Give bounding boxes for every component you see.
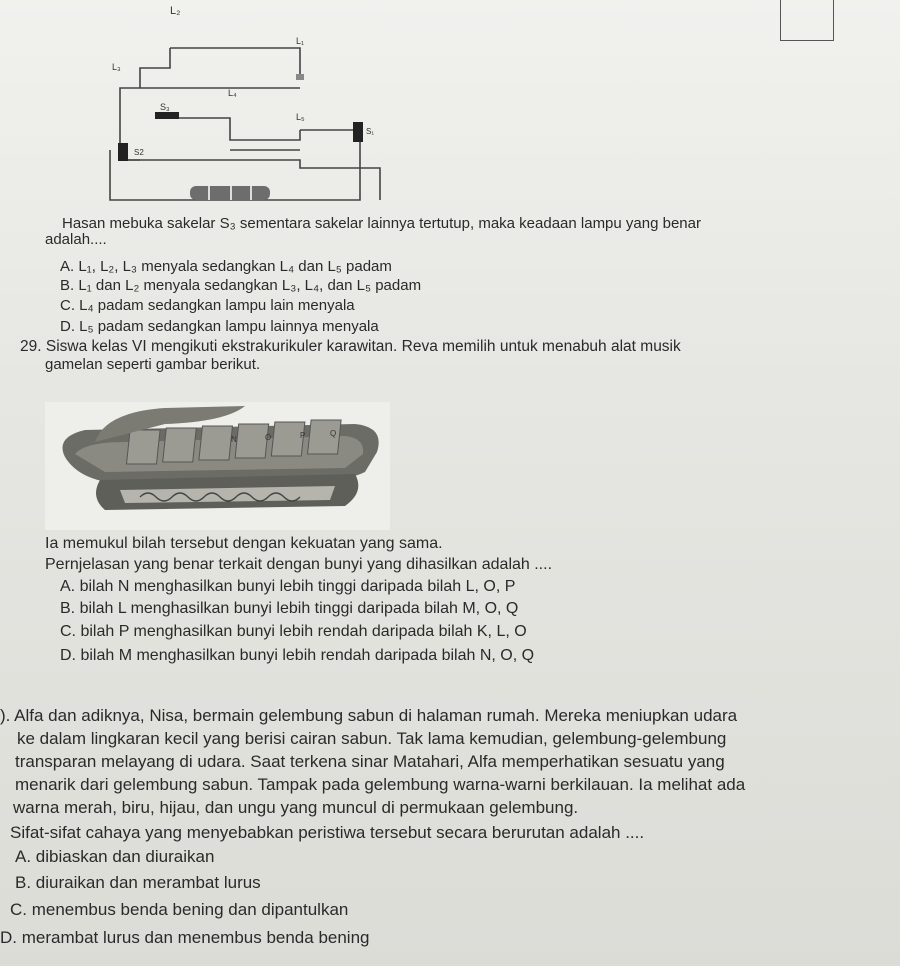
q29-option-c: C. bilah P menghasilkan bunyi lebih rendah daripada bilah K, L, O	[60, 623, 527, 640]
q28-option-b: B. L₁ dan L₂ menyala sedangkan L₃, L₄, dan L₅ padam	[60, 277, 422, 294]
q30-option-a: A. dibiaskan dan diuraikan	[15, 847, 215, 866]
q30-option-c: C. menembus benda bening dan dipantulkan	[10, 900, 349, 919]
lamp-l1-mark	[296, 74, 304, 80]
bar-label-n: N	[231, 435, 237, 444]
bar-label-o: O	[265, 433, 272, 442]
bar-label-q: Q	[330, 429, 337, 438]
q30-option-b: B. diuraikan dan merambat lurus	[15, 873, 261, 892]
q30-question: Sifat-sifat cahaya yang menyebabkan peristiwa tersebut secara berurutan adalah ....	[10, 823, 645, 842]
label-s1: S₁	[366, 127, 375, 136]
q30-option-d: D. merambat lurus dan menembus benda bening	[0, 928, 370, 947]
gamelan-saron-picture	[45, 402, 390, 530]
q29-option-d: D. bilah M menghasilkan bunyi lebih rendah daripada bilah N, O, Q	[60, 647, 535, 664]
q29-instruction: Ia memukul bilah tersebut dengan kekuatan yang sama.	[45, 535, 443, 552]
q30-stem-line4: menarik dari gelembung sabun. Tampak pada gelembung warna-warni berkilauan. Ia melihat ada	[15, 775, 746, 794]
battery	[190, 186, 270, 200]
q30-stem-line3: transparan melayang di udara. Saat terkena sinar Matahari, Alfa memperhatikan sesuatu yang	[15, 752, 725, 771]
q29-option-b: B. bilah L menghasilkan bunyi lebih tinggi daripada bilah M, O, Q	[60, 600, 519, 617]
answer-box	[780, 0, 834, 41]
q28-option-c: C. L₄ padam sedangkan lampu lain menyala	[60, 297, 355, 314]
q29-option-a: A. bilah N menghasilkan bunyi lebih tinggi daripada bilah L, O, P	[60, 578, 516, 595]
q30-stem-line1: ). Alfa dan adiknya, Nisa, bermain gelembung sabun di halaman rumah. Mereka meniupkan udara	[0, 706, 738, 725]
label-l1: L₁	[296, 36, 305, 46]
q29-stem-line2: gamelan seperti gambar berikut.	[45, 356, 261, 373]
label-l2: L₂	[170, 5, 181, 17]
q29-stem-line1: 29. Siswa kelas VI mengikuti ekstrakurikuler karawitan. Reva memilih untuk menabuh alat musik	[20, 338, 681, 355]
switch-s3	[155, 112, 179, 119]
switch-s1	[353, 122, 363, 142]
q28-stem-line1: Hasan mebuka sakelar S₃ sementara sakelar lainnya tertutup, maka keadaan lampu yang benar	[62, 215, 701, 232]
label-s3: S₃	[160, 102, 170, 112]
q28-stem-line2: adalah....	[45, 231, 107, 248]
q28-option-a: A. L₁, L₂, L₃ menyala sedangkan L₄ dan L₅ padam	[60, 258, 392, 275]
q30-stem-line2: ke dalam lingkaran kecil yang berisi cairan sabun. Tak lama kemudian, gelembung-gelembung	[17, 729, 727, 748]
circuit-diagram	[100, 0, 390, 205]
q28-option-d: D. L₅ padam sedangkan lampu lainnya menyala	[60, 318, 379, 335]
label-l3: L₃	[112, 62, 121, 72]
switch-s2	[118, 143, 128, 161]
label-s2: S2	[134, 148, 144, 157]
label-l5: L₅	[296, 112, 305, 122]
q29-question: Pernjelasan yang benar terkait dengan bunyi yang dihasilkan adalah ....	[45, 556, 553, 573]
q30-stem-line5: warna merah, biru, hijau, dan ungu yang muncul di permukaan gelembung.	[13, 798, 579, 817]
bar-label-p: P	[300, 431, 306, 440]
label-l4: L₄	[228, 88, 237, 98]
